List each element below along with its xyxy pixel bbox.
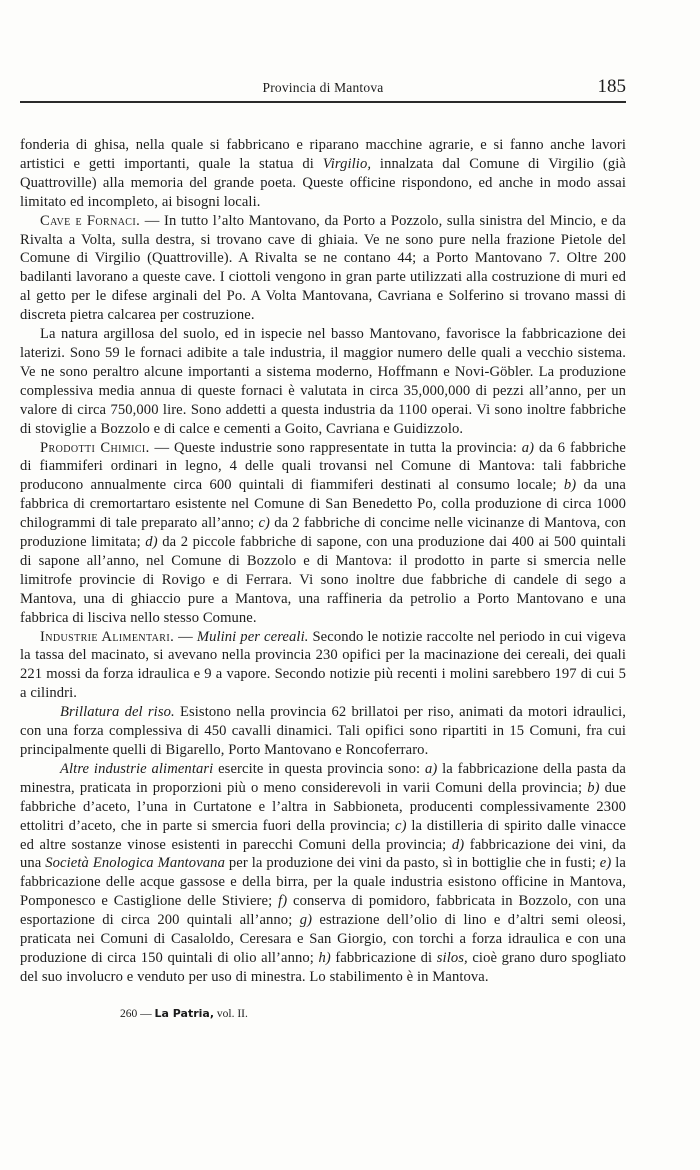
italic-text: Brillatura del riso. [60,704,175,721]
text-run: La natura argillosa del suolo, ed in ispecie nel basso Mantovano, favorisce la fabbricazione dei laterizi. Sono 59 le fornaci adibite a tale industria, il maggior numero delle quali a vecchio sistema. Ve ne sono peraltro alcune importanti a sistema moderno, Hoffmann e Novi-Göbler. La produzione complessiva media annua di queste fornaci è valutata in circa 35,000,000 di pezzi all’anno, per un valore di circa 750,000 lire. Sono addetti a questa industria da 1100 operai. Vi sono inoltre fabbriche di stoviglie a Bozzolo e di calce e cementi a Goito, Cavriana e Guidizzolo. [20,326,626,437]
text-run: la fabbricazione della pasta da minestra, praticata in proporzioni più o meno considerevoli in varii Comuni della provincia; [20,760,627,796]
section-heading: Industrie Alimentari. [40,628,175,645]
paragraph [20,703,626,760]
italic-text: c) [258,515,271,532]
section-heading: Cave e Fornaci. [40,212,141,229]
italic-text: g) [299,912,313,929]
work-title: La Patria, [154,1007,215,1020]
italic-text: Altre industrie alimentari [60,760,214,777]
italic-text: a) [424,760,438,777]
text-run: fonderia di ghisa, nella quale si fabbricano e riparano macchine agrarie, e si fanno anche lavori artistici e getti importanti, quale la statua di [20,137,626,172]
header-rule [20,101,626,103]
running-title: Provincia di Mantova [262,80,384,95]
paragraph [20,628,626,704]
text-run: da 2 piccole fabbriche di sapone, con una produzione dai 400 ai 500 quintali di sapone all’anno, nel Comune di Bozzolo e di Mantova: il prodotto in parte si smercia nelle limitrofe provincie di Rovigo e di Ferrara. Vi sono inoltre due fabbriche di candele di sego a Mantova, una di ghiaccio pure a Mantova, una raffineria da petrolio a Porto Mantovano e una fabbrica di lisciva nello stesso Comune. [20,534,626,626]
volume-label: vol. II. [216,1008,248,1020]
paragraph [20,760,626,987]
text-run: cioè grano duro spogliato del suo involucro e venduto per uso di minestra. Lo stabilimento è in Mantova. [20,949,626,985]
text-run: fabbricazione dei vini, da una [20,836,626,872]
text-run: — Queste industrie sono rappresentate in tutta la provincia: [149,439,522,456]
italic-text: Virgilio, [322,155,372,172]
italic-text: silos, [436,949,468,966]
text-run: la fabbricazione delle acque gassose e della birra, per la quale industria esistono officine in Mantova, Pomponesco e Castiglione delle Stiviere; [20,855,626,910]
body-text [20,136,626,987]
text-run: da una fabbrica di cremortartaro esistente nel Comune di San Benedetto Po, colla produzione di circa 1000 chilogrammi di tale preparato all’anno; [20,477,627,532]
paragraph [20,325,626,438]
page-number: 185 [597,76,626,97]
text-run: conserva di pomidoro, fabbricata in Bozzolo, con una esportazione di circa 200 quintali all’anno; [20,893,626,929]
italic-text: e) [599,855,612,872]
section-heading: Prodotti Chimici. [40,439,150,456]
italic-text: b) [563,477,577,494]
text-run: esercite in questa provincia sono: [213,760,425,777]
italic-text: a) [521,439,535,456]
text-run: innalzata dal Comune di Virgilio (già Quattroville) alla memoria del grande poeta. Queste officine rispondono, ed anche in modo assai limitato ed incompleto, ai bisogni locali. [20,155,626,210]
printer-signature [120,1007,248,1020]
italic-text: c) [395,817,407,834]
text-run: da 2 fabbriche di concime nelle vicinanze di Mantova, con produzione limitata; [20,515,626,551]
signature-number: 260 — [120,1008,152,1020]
text-run: per la produzione dei vini da pasto, sì in bottiglie che in fusti; [224,855,600,872]
italic-text: d) [451,836,465,853]
text-run: Secondo le notizie raccolte nel periodo in cui vigeva la tassa del macinato, si avevano nella provincia 230 opifici per la macinazione dei cereali, dei quali 221 mossi da forza idraulica e 9 a vapore. Secondo notizie più recenti i molini sarebbero 197 di cui 5 a cilindri. [20,628,626,702]
text-run: la distilleria di spirito dalle vinacce ed altre sostanze vinose esistenti in parecchi Comuni della provincia; [20,817,627,853]
italic-text: h) [318,949,331,966]
italic-text: Mulini per cereali. [196,628,309,645]
italic-text: b) [587,779,600,796]
text-run: estrazione dell’olio di lino e d’altri semi oleosi, praticata nei Comuni di Casaloldo, Ceresara e San Giorgio, con torchi a forza idraulica e con una produzione di circa 150 quintali di olio all’anno; [20,912,626,966]
text-run: fabbricazione di [330,949,437,966]
text-run: — [174,628,197,645]
italic-text: d) [145,534,158,551]
italic-text: Società Enologica Mantovana [45,855,225,872]
italic-text: f) [278,893,288,910]
text-run: due fabbriche d’aceto, l’una in Curtatone e l’altra in Sabbioneta, producenti complessivamente 2300 ettolitri d’aceto, che in parte si smercia fuori della provincia; [20,779,626,834]
text-run: da 6 fabbriche di fiammiferi ordinari in legno, 4 delle quali trovansi nel Comune di Mantova: tali fabbriche producono annualmente circa 600 quintali di fiammiferi destinati al consumo locale; [20,439,626,494]
text-run: Esistono nella provincia 62 brillatoi per riso, animati da motori idraulici, con una forza complessiva di 450 cavalli dinamici. Tali opifici sono ripartiti in 15 Comuni, fra cui principalmente quelli di Bigarello, Porto Mantovano e Roncoferraro. [20,704,626,758]
paragraph [20,212,626,325]
running-head [20,76,626,100]
paragraph [20,439,626,628]
paragraph [20,136,626,212]
text-run: — In tutto l’alto Mantovano, da Porto a Pozzolo, sulla sinistra del Mincio, e da Rivalta a Volta, sulla destra, si trovano cave di ghiaia. Ve ne sono pure nella frazione Pietole del Comune di Virgilio (Quattroville). A Rivalta se ne contano 44; a Porto Mantovano 7. Oltre 200 badilanti lavorano a queste cave. I ciottoli vengono in gran parte utilizzati alla costruzione di muri ed al getto per le difese arginali del Po. A Volta Mantovana, Cavriana e Solferino si trovano massi di discreta pietra calcarea per costruzione. [20,212,626,324]
